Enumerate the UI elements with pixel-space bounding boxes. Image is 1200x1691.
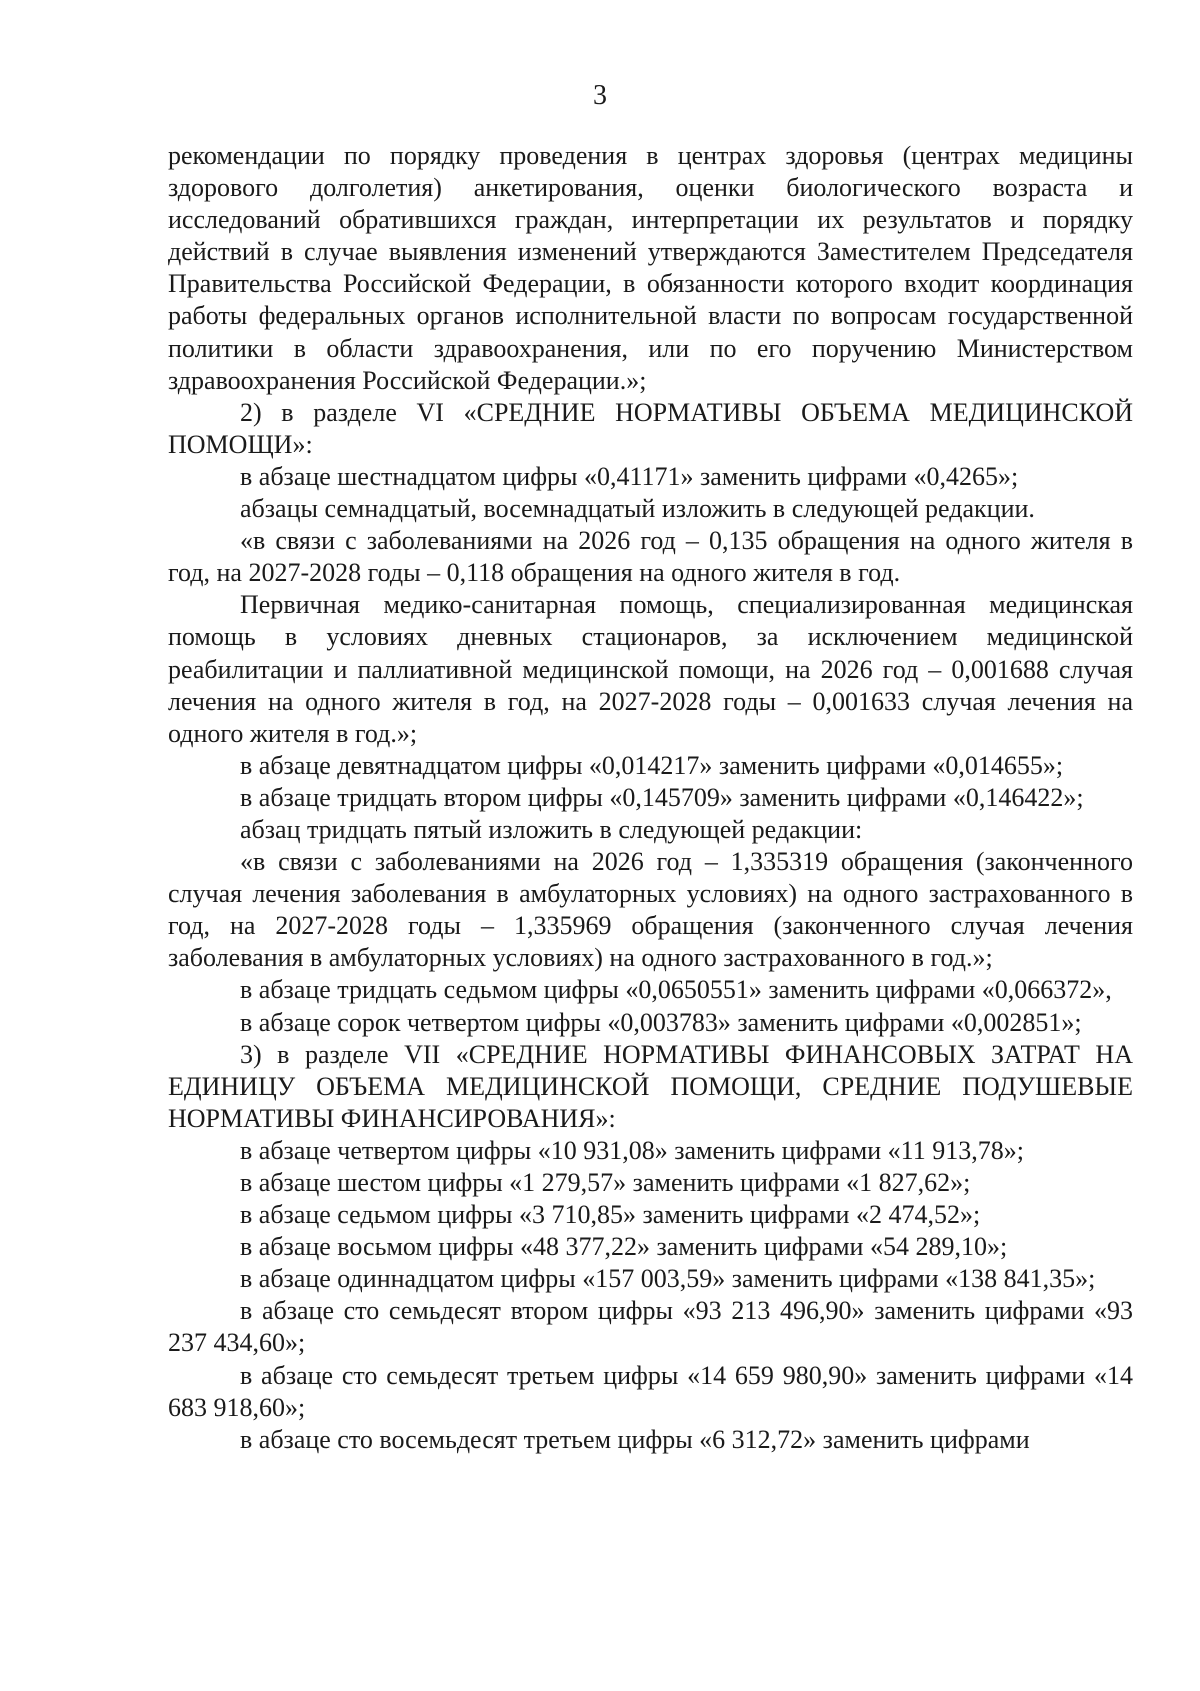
paragraph: 2) в разделе VI «СРЕДНИЕ НОРМАТИВЫ ОБЪЕМА МЕДИЦИНСКОЙ ПОМОЩИ»: bbox=[168, 397, 1133, 459]
paragraph: в абзаце сто семьдесят втором цифры «93 213 496,90» заменить цифрами «93 237 434,60»; bbox=[168, 1296, 1133, 1358]
paragraph: рекомендации по порядку проведения в центрах здоровья (центрах медицины здорового долголетия) анкетирования, оценки биологического возраста и исследований обратившихся граждан, интерпретации их результатов и порядку действий в случае выявления изменений утверждаются Заместителем Председателя Правительства Российской Федерации, в обязанности которого входит координация работы федеральных органов исполнительной власти по вопросам государственной политики в области здравоохранения, или по его поручению Министерством здравоохранения Российской Федерации.»; bbox=[168, 141, 1133, 395]
paragraph: «в связи с заболеваниями на 2026 год – 1,335319 обращения (законченного случая лечения заболевания в амбулаторных условиях) на одного застрахованного в год, на 2027-2028 годы – 1,335969 обращения (законченного случая лечения заболевания в амбулаторных условиях) на одного застрахованного в год.»; bbox=[168, 847, 1133, 973]
paragraph: в абзаце шестнадцатом цифры «0,41171» заменить цифрами «0,4265»; bbox=[240, 461, 1019, 491]
paragraph: в абзаце шестом цифры «1 279,57» заменить цифрами «1 827,62»; bbox=[240, 1168, 971, 1197]
paragraph: в абзаце седьмом цифры «3 710,85» заменить цифрами «2 474,52»; bbox=[240, 1200, 981, 1230]
document-body bbox=[168, 140, 1133, 1456]
paragraph: в абзаце сто восемьдесят третьем цифры «6 312,72» заменить цифрами bbox=[240, 1424, 1030, 1454]
paragraph: 3) в разделе VII «СРЕДНИЕ НОРМАТИВЫ ФИНАНСОВЫХ ЗАТРАТ НА ЕДИНИЦУ ОБЪЕМА МЕДИЦИНСКОЙ ПОМОЩИ, СРЕДНИЕ ПОДУШЕВЫЕ НОРМАТИВЫ ФИНАНСИРОВАНИЯ»: bbox=[168, 1039, 1133, 1133]
page-number: 3 bbox=[593, 80, 607, 111]
paragraph: в абзаце сто семьдесят третьем цифры «14 659 980,90» заменить цифрами «14 683 918,60»; bbox=[168, 1360, 1133, 1422]
paragraph: в абзаце сорок четвертом цифры «0,003783» заменить цифрами «0,002851»; bbox=[240, 1007, 1082, 1037]
paragraph: абзацы семнадцатый, восемнадцатый изложить в следующей редакции. bbox=[240, 494, 1035, 524]
paragraph: в абзаце восьмом цифры «48 377,22» заменить цифрами «54 289,10»; bbox=[240, 1232, 1008, 1262]
paragraph: «в связи с заболеваниями на 2026 год – 0,135 обращения на одного жителя в год, на 2027-2028 годы – 0,118 обращения на одного жителя в год. bbox=[168, 526, 1133, 588]
paragraph: в абзаце одиннадцатом цифры «157 003,59» заменить цифрами «138 841,35»; bbox=[240, 1264, 1096, 1294]
paragraph: в абзаце тридцать втором цифры «0,145709» заменить цифрами «0,146422»; bbox=[240, 782, 1084, 812]
paragraph: Первичная медико-санитарная помощь, специализированная медицинская помощь в условиях дневных стационаров, за исключением медицинской реабилитации и паллиативной медицинской помощи, на 2026 год – 0,001688 случая лечения на одного жителя в год, на 2027-2028 годы – 0,001633 случая лечения на одного жителя в год.»; bbox=[168, 590, 1133, 748]
paragraph: в абзаце девятнадцатом цифры «0,014217» заменить цифрами «0,014655»; bbox=[240, 750, 1064, 780]
paragraph: в абзаце четвертом цифры «10 931,08» заменить цифрами «11 913,78»; bbox=[240, 1135, 1024, 1165]
paragraph: в абзаце тридцать седьмом цифры «0,0650551» заменить цифрами «0,066372», bbox=[240, 975, 1112, 1005]
paragraph: абзац тридцать пятый изложить в следующей редакции: bbox=[240, 814, 863, 844]
